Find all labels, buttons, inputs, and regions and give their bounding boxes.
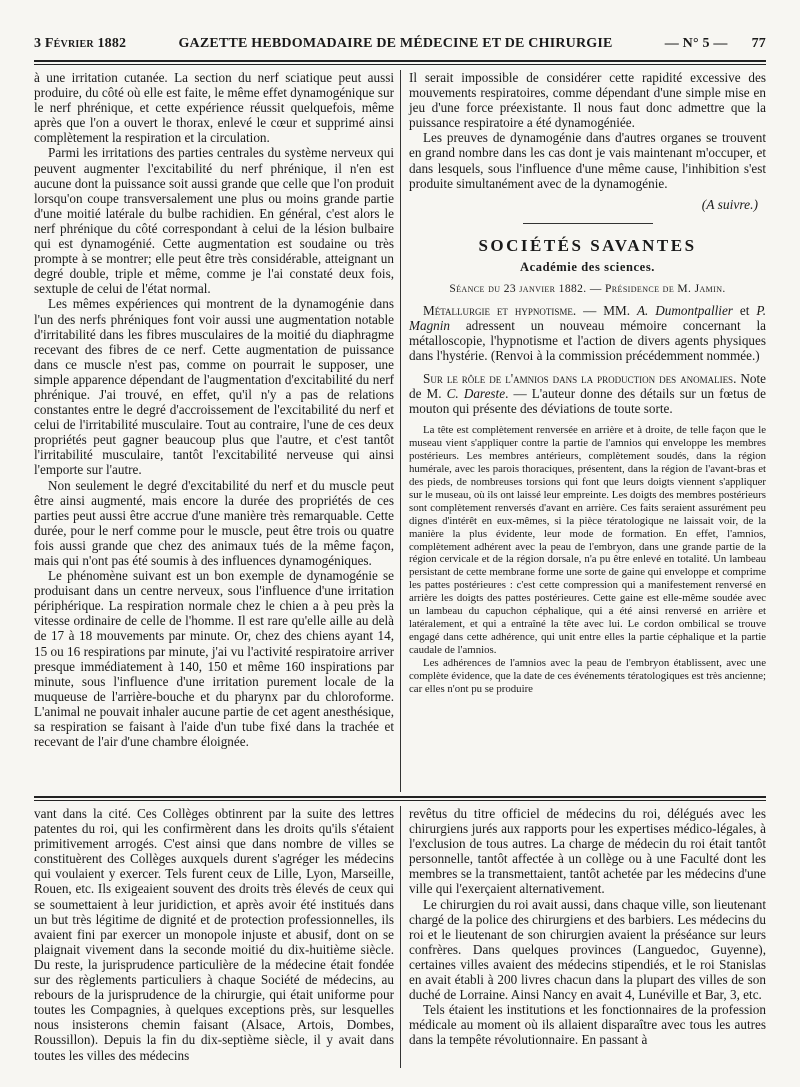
feuilleton-rule-thin: [34, 800, 766, 801]
a-suivre-note: (A suivre.): [701, 196, 758, 212]
small-print-block: [409, 424, 766, 695]
right-column: [400, 70, 766, 792]
academy-item-2: [409, 371, 766, 416]
right-paragraph: Les preuves de dynamogénie dans d'autres organes se trouvent en grand nombre dans les cas dont je vais maintenant m'occuper, et dans lesquels, sous l'influence d'une même cause, l'inhibition s'est produite simultanément avec de la dynamogénie.: [409, 130, 766, 191]
bottom-left-paragraph: vant dans la cité. Ces Collèges obtinrent par la suite des lettres patentes du roi, qui les confirmèrent dans les droits qu'ils s'étaient primitivement arrogés. C'est ainsi que dans nombre de villes se constituèrent des Collèges auxquels durent s'agréger les médecins qui voulaient y exercer. Tels furent ceux de Lille, Lyon, Marseille, Rouen, etc. Ils exigeaient souvent des droits très élevés de ceux qui se soumettaient à leur juridiction, et après avoir été institués dans un but très légitime de dignité et de protection professionnelles, ils avaient fini par exercer un monopole injuste et abusif, dont on se plaignait vivement dans la seconde moitié du dix-huitième siècle. Du reste, la jurisprudence particulière de la médecine était fondée sur des règlements particuliers à chaque Société de médecins, au rebours de la jurisprudence de la chirurgie, qui était uniforme pour toutes les Compagnies, à quelques exceptions près, sur lesquelles nous insisterons chemin faisant (Alsace, Artois, Dombes, Roussillon). Depuis la fin du dix-septième siècle, il y avait dans toutes les villes des médecins: [34, 806, 394, 1063]
left-paragraph: à une irritation cutanée. La section du nerf sciatique peut aussi produire, du côté où elle est faite, le même effet dynamogénique sur le nerf phrénique, et cette expérience réussit quelquefois, même après que l'on a ouvert le thorax, enlevé le cœur et supprimé ainsi complètement la respiration et la circulation.: [34, 70, 394, 146]
spacer: [409, 416, 766, 424]
left-paragraph: Les mêmes expériences qui montrent de la dynamogénie dans l'un des nerfs phréniques font voir aussi une augmentation notable d'irritabilité dans les fibres musculaires de la moitié du diaphragme recevant des fibres de ce nerf. Cette augmentation de puissance dans ce muscle n'est pas, comme on pourrait le supposer, une simple apparence dépendant de l'augmentation d'excitabilité du nerf phrénique. J'ai trouvé, en effet, qu'il n'y a pas de relations constantes entre le degré d'accroissement de l'excitabilité du nerf et celui de l'irritabilité musculaire. Tout au contraire, l'une de ces deux propriétés peut gagner beaucoup plus que l'autre, et c'est tantôt l'irritabilité musculaire, tantôt l'excitabilité nerveuse qui ainsi l'emporte sur l'autre.: [34, 296, 394, 478]
item2-lead: Sur le rôle de l'amnios dans la production des anomalies.: [423, 371, 737, 387]
bottom-right-paragraph: Tels étaient les institutions et les fonctionnaires de la profession médicale au moment où ils allaient disparaître avec tous les autres dans la tempête révolutionnaire. En passant à: [409, 1002, 766, 1048]
header-issue: — N° 5 —: [664, 36, 728, 51]
left-paragraph: Le phénomène suivant est un bon exemple de dynamogénie se produisant dans un centre nerveux, sous l'influence d'une irritation périphérique. La respiration normale chez le chien a à peu près la vitesse ordinaire de celle de l'homme. Il est rare qu'elle aille au delà de 17 à 18 mouvements par minute. Or, chez des chiens ayant 14, 15 ou 16 respirations par minute, j'ai vu l'activité respiratoire arriver presque immédiatement à 140, 150 et même 160 inspirations par minute, sous l'influence d'une irritation purement locale de la muqueuse de l'arrière-bouche et du pharynx par du chloroforme. L'animal ne pouvait inhaler aucune partie de cet agent anesthésique, sa respiration se faisant à l'aide d'un tube fixé dans la trachée et recevant de l'air d'une chambre éloignée.: [34, 568, 394, 750]
item1-author1: A. Dumontpallier: [636, 302, 733, 318]
left-column: [34, 70, 400, 792]
right-paragraph: Il serait impossible de considérer cette rapidité excessive des mouvements respiratoires, comme dépendant d'une simple mise en jeu d'une force préexistante. Il nous faut donc admettre que la puissance respiratoire a été dynamogéniée.: [409, 70, 766, 131]
right-intro: [409, 70, 766, 191]
item1-author2: P. Magnin: [409, 302, 766, 333]
feuilleton-rule: [34, 796, 766, 798]
header-page-number: 77: [751, 36, 766, 51]
upper-section: [34, 70, 766, 792]
item2-pre: Note de M.: [409, 371, 766, 402]
section-subtitle: Académie des sciences.: [519, 259, 656, 274]
seance-line: Séance du 23 janvier 1882. — Présidence de M. Jamin.: [449, 282, 726, 295]
bottom-right-paragraph: Le chirurgien du roi avait aussi, dans chaque ville, son lieutenant chargé de la police des chirurgiens et des barbiers. Les médecins du roi et le lieutenant de son chirurgien avaient la préséance sur leurs confrères. Dans quelques provinces (Languedoc, Guyenne), certaines villes avaient des médecins stipendiés, et le roi Stanislas en avait établi à 200 livres chacun dans la plupart des villes de son duché de Lorraine. Ainsi Nancy en avait 4, Lunéville et Bar, 3, etc.: [409, 896, 766, 1003]
lower-section: [34, 806, 766, 1068]
header-rule-thin: [34, 64, 766, 65]
spacer: [409, 363, 766, 371]
bottom-right-column: [400, 806, 766, 1068]
header-date: 3 Février 1882: [34, 36, 127, 51]
item2-author: C. Dareste: [446, 386, 506, 402]
header-right: [665, 36, 766, 52]
section-separator: [523, 223, 653, 224]
item1-lead: Métallurgie et hypnotisme.: [423, 302, 577, 318]
academy-item-1: [409, 303, 766, 363]
page-header: [34, 36, 766, 58]
item1-pre: — MM.: [576, 302, 637, 318]
item2-text: . — L'auteur donne des détails sur un fœtus de mouton qui présente des déviations de toute sorte.: [409, 386, 766, 417]
small-paragraph: La tête est complètement renversée en arrière et à droite, de telle façon que le museau vient s'appliquer contre la partie de l'amnios qui enveloppe les membres postérieurs. Les membres antérieurs, complètement soudés, dans la région humérale, avec les parois thoraciques, présentent, dans la région de l'avant-bras et des pieds, de nombreuses torsions qui font que leurs doigts viennent s'appliquer sur le museau, où ils ont laissé leur empreinte. Les doigts des membres postérieurs sont complètement renversés d'avant en arrière. Ces faits seraient assurément peu dignes d'intérêt en eux-mêmes, si la pièce tératologique ne laissait voir, de la manière la plus évidente, leur mode de formation. En effet, l'amnios, complètement adhérent avec la peau de l'embryon, dans une grande partie de la région cervicale et de la région dorsale, n'a pu être enlevé en totalité. Un lambeau persistant de cette membrane forme une sorte de gaine qui enveloppe et comprime les pattes postérieures : c'est cette compression qui a manifestement renversé en arrière les doigts des pattes postérieures. Cette gaine est elle-même soudée avec un lambeau du capuchon céphalique, qui a été ainsi renversé en arrière et latéralement, et qui a entraîné la tête avec lui. Le cordon ombilical se trouve engagé dans cette adhérence, qui unit entre elles la partie céphalique et la partie caudale de l'amnios.: [409, 424, 766, 656]
small-paragraph: Les adhérences de l'amnios avec la peau de l'embryon établissent, avec une complète évidence, que la date de ces événements tératologiques est très ancienne; car elles n'ont pu se produire: [409, 656, 766, 695]
section-title: SOCIÉTÉS SAVANTES: [478, 235, 697, 255]
item1-text: adressent un nouveau mémoire concernant la métalloscopie, l'hypnotisme et l'action de divers agents physiques dans l'hystérie. (Renvoi à la commission précédemment nommée.): [409, 317, 766, 364]
left-paragraph: Parmi les irritations des parties centrales du système nerveux qui peuvent augmenter l'excitabilité du nerf phrénique, il n'en est aucune dont la puissance soit aussi grande que celle que l'on produit lorsqu'on coupe transversalement une plus ou moins grande partie d'une moitié latérale du bulbe rachidien. En général, c'est alors le nerf phrénique du côté correspondant à celui de la lésion bulbaire qui est dynamogénié. Cette augmentation est soudaine ou très prompte à se montrer; elle peut être très considérable, atteignant un degré double, triple et même, comme je l'ai constaté deux fois, sextuple de celui de l'état normal.: [34, 145, 394, 297]
left-paragraph: Non seulement le degré d'excitabilité du nerf et du muscle peut être ainsi augmenté, mais encore la durée des propriétés de ces parties peut aussi être accrue d'une manière très remarquable. Cette durée, pour le nerf comme pour le muscle, peut être trois ou quatre fois aussi grande que chez des animaux tués de la même façon, mais qui n'ont pas été soumis à des influences dynamogéniques.: [34, 477, 394, 568]
bottom-left-column: [34, 806, 400, 1068]
header-rule: [34, 60, 766, 62]
bottom-right-paragraph: revêtus du titre officiel de médecins du roi, délégués avec les chirurgiens jurés aux rapports pour les expertises médico-légales, à l'exclusion de tous autres. La charge de médecin du roi était tantôt personnelle, tantôt affectée à un collège ou à une Faculté dont les membres se la transmettaient, tantôt achetée par les médecins d'une ville qui l'exerçaient alternativement.: [409, 806, 766, 897]
header-journal-title: GAZETTE HEBDOMADAIRE DE MÉDECINE ET DE CHIRURGIE: [178, 36, 613, 51]
item1-mid: et: [732, 302, 757, 318]
